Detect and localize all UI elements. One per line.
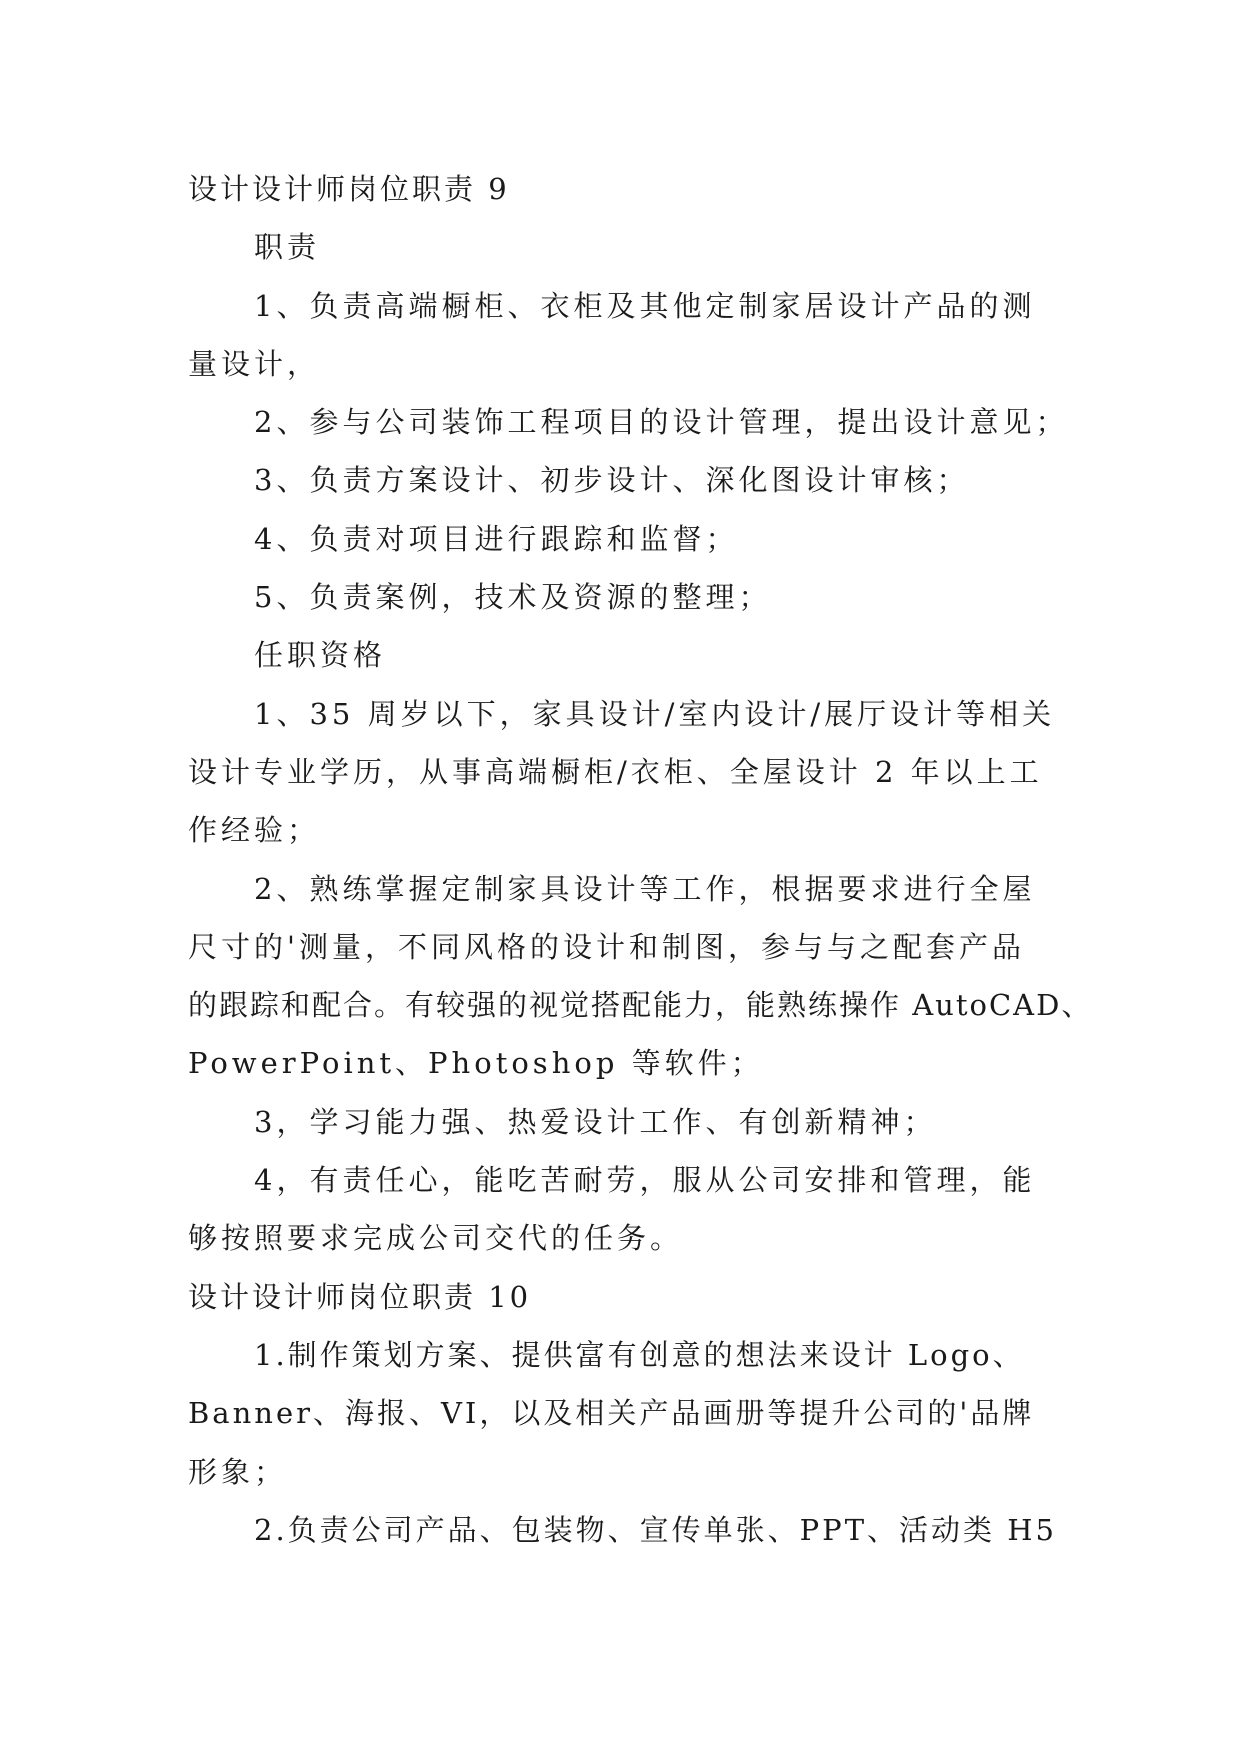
paragraph-line: 1、35 周岁以下，家具设计/室内设计/展厅设计等相关: [254, 696, 1056, 731]
paragraph-line: 的跟踪和配合。有较强的视觉搭配能力，能熟练操作 AutoCAD、: [188, 988, 1093, 1023]
paragraph-line: 1、负责高端橱柜、衣柜及其他定制家居设计产品的测: [254, 288, 1036, 323]
document-body: [188, 160, 1093, 1559]
paragraph-line: 设计专业学历，从事高端橱柜/衣柜、全屋设计 2 年以上工: [188, 754, 1043, 789]
section-title: 设计设计师岗位职责 10: [188, 1279, 532, 1314]
paragraph-line: 尺寸的'测量，不同风格的设计和制图，参与与之配套产品: [188, 929, 1025, 964]
paragraph-line: 作经验；: [188, 813, 321, 848]
paragraph-line: 1.制作策划方案、提供富有创意的想法来设计 Logo、: [254, 1337, 1025, 1372]
section-title: 设计设计师岗位职责 9: [188, 172, 510, 206]
subheading-qualifications: 任职资格: [254, 638, 387, 673]
paragraph-line: 4，有责任心，能吃苦耐劳，服从公司安排和管理，能: [254, 1163, 1036, 1198]
paragraph-line: 够按照要求完成公司交代的任务。: [188, 1221, 684, 1256]
paragraph-line: 3，学习能力强、热爱设计工作、有创新精神；: [254, 1104, 937, 1139]
paragraph-line: 5、负责案例，技术及资源的整理；: [254, 580, 772, 615]
paragraph-line: 4、负责对项目进行跟踪和监督；: [254, 521, 739, 556]
paragraph-line: 2、熟练掌握定制家具设计等工作，根据要求进行全屋: [254, 871, 1036, 906]
paragraph-line: 形象；: [188, 1454, 288, 1489]
paragraph-line: 2、参与公司装饰工程项目的设计管理，提出设计意见；: [254, 405, 1069, 440]
paragraph-line: 量设计，: [188, 346, 321, 381]
paragraph-line: 3、负责方案设计、初步设计、深化图设计审核；: [254, 463, 970, 498]
paragraph-line: Banner、海报、VI，以及相关产品画册等提升公司的'品牌: [188, 1396, 1035, 1431]
paragraph-line: 2.负责公司产品、包装物、宣传单张、PPT、活动类 H5: [254, 1512, 1057, 1547]
paragraph-line: PowerPoint、Photoshop 等软件；: [188, 1046, 764, 1081]
subheading-duties: 职责: [254, 230, 321, 265]
